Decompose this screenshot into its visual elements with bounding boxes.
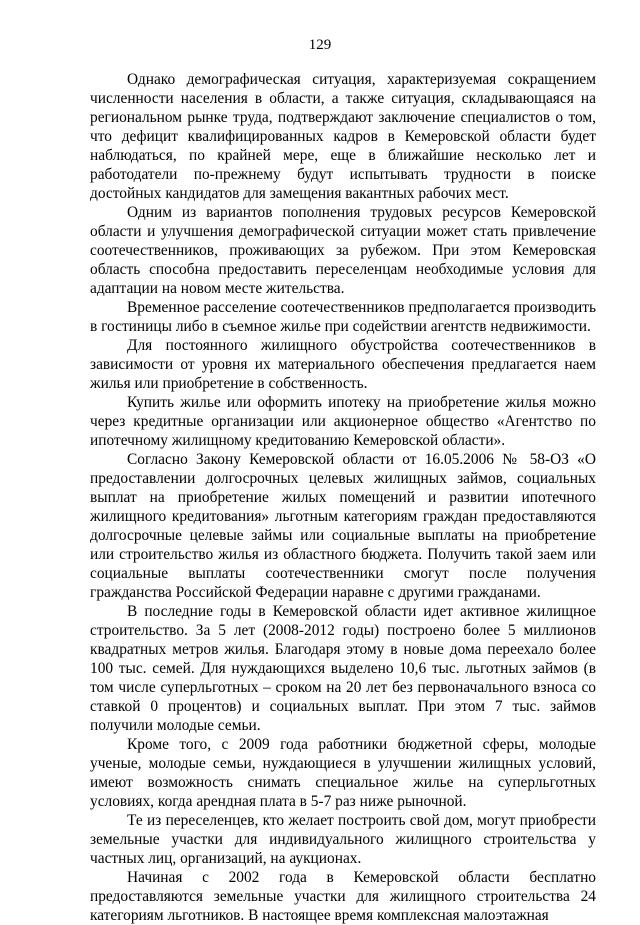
paragraph-8: Кроме того, с 2009 года работники бюджетной сферы, молодые ученые, молодые семьи, нуждающиеся в улучшении жилищных условий, имеют возможность снимать специальное жилье на суперльготных условиях, когда арендная плата в 5-7 раз ниже рыночной. <box>90 736 596 810</box>
paragraph-9: Те из переселенцев, кто желает построить свой дом, могут приобрести земельные участки для индивидуального жилищного строительства у частных лиц, организаций, на аукционах. <box>90 812 596 867</box>
paragraph-6: Согласно Закону Кемеровской области от 16.05.2006 № 58-ОЗ «О предоставлении долгосрочных целевых жилищных займов, социальных выплат на приобретение жилых помещений и развитии ипотечного жилищного кредитования» льготным категориям граждан предоставляются долгосрочные целевые займы или социальные выплаты на приобретение или строительство жилья из областного бюджета. Получить такой заем или социальные выплаты соотечественники смогут после получения гражданства Российской Федерации наравне с другими гражданами. <box>90 451 596 601</box>
paragraph-10: Начиная с 2002 года в Кемеровской области бесплатно предоставляются земельные участки для жилищного строительства 24 категориям льготников. В настоящее время комплексная малоэтажная <box>90 869 596 924</box>
paragraph-1: Однако демографическая ситуация, характеризуемая сокращением численности населения в области, а также ситуация, складывающаяся на региональном рынке труда, подтверждают заключение специалистов о том, что дефицит квалифицированных кадров в Кемеровской области будет наблюдаться, по крайней мере, еще в ближайшие несколько лет и работодатели по-прежнему будут испытывать трудности в поиске достойных кандидатов для замещения вакантных рабочих мест. <box>90 71 596 202</box>
body-text <box>90 70 596 925</box>
paragraph-2: Одним из вариантов пополнения трудовых ресурсов Кемеровской области и улучшения демографической ситуации может стать привлечение соотечественников, проживающих за рубежом. При этом Кемеровская область способна предоставить переселенцам необходимые условия для адаптации на новом месте жительства. <box>90 204 596 297</box>
paragraph-5: Купить жилье или оформить ипотеку на приобретение жилья можно через кредитные организации или акционерное общество «Агентство по ипотечному жилищному кредитованию Кемеровской области». <box>90 394 596 449</box>
paragraph-3: Временное расселение соотечественников предполагается производить в гостиницы либо в съемное жилье при содействии агентств недвижимости. <box>90 299 596 335</box>
paragraph-4: Для постоянного жилищного обустройства соотечественников в зависимости от уровня их материального обеспечения предлагается наем жилья или приобретение в собственность. <box>90 337 596 392</box>
page-number: 129 <box>308 37 332 53</box>
paragraph-7: В последние годы в Кемеровской области идет активное жилищное строительство. За 5 лет (2008-2012 годы) построено более 5 миллионов квадратных метров жилья. Благодаря этому в новые дома переехало более 100 тыс. семей. Для нуждающихся выделено 10,6 тыс. льготных займов (в том числе суперльготных – сроком на 20 лет без первоначального взноса со ставкой 0 процентов) и социальных выплат. При этом 7 тыс. займов получили молодые семьи. <box>90 603 596 734</box>
